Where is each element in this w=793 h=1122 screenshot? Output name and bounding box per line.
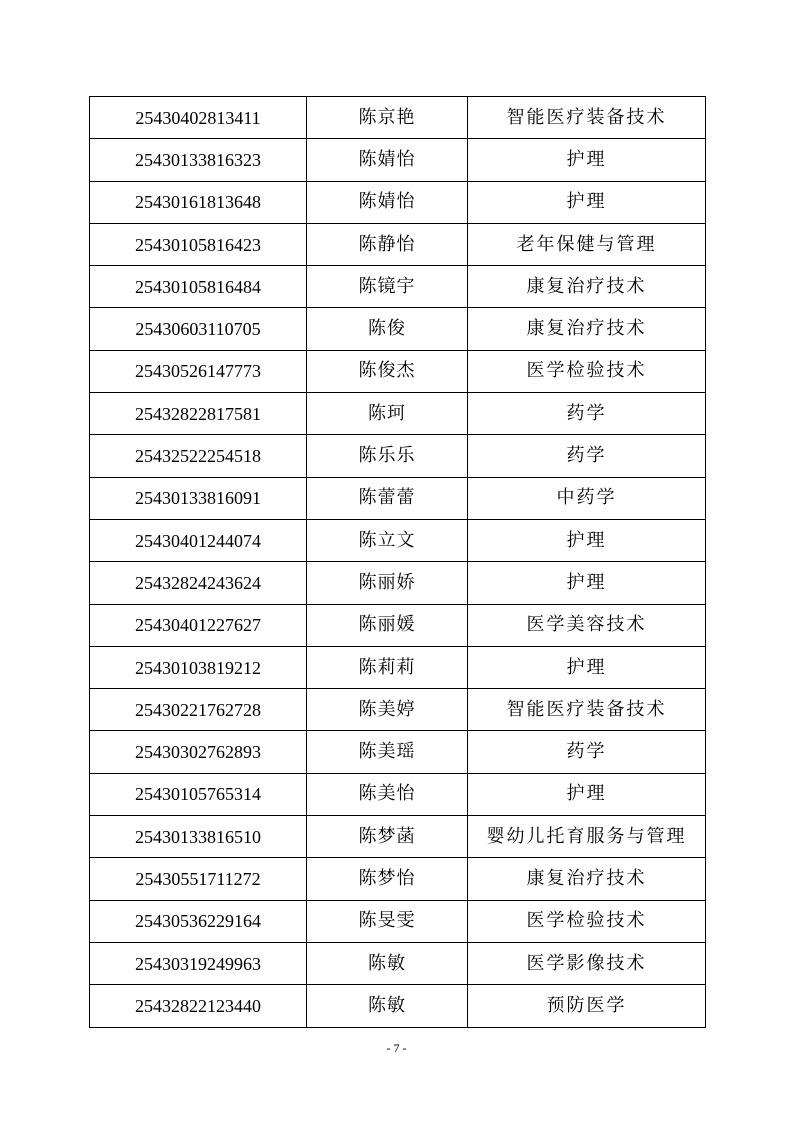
table-row xyxy=(90,139,706,181)
exam-number-cell: 25430133816510 xyxy=(90,816,307,858)
major-cell: 康复治疗技术 xyxy=(468,266,706,308)
roster-table-body xyxy=(90,97,706,1028)
table-row xyxy=(90,900,706,942)
student-name-cell: 陈旻雯 xyxy=(307,900,468,942)
student-name-cell: 陈京艳 xyxy=(307,97,468,139)
table-row xyxy=(90,985,706,1027)
major-cell: 护理 xyxy=(468,139,706,181)
exam-number-cell: 25430105765314 xyxy=(90,773,307,815)
table-row xyxy=(90,223,706,265)
major-cell: 预防医学 xyxy=(468,985,706,1027)
exam-number-cell: 25432822817581 xyxy=(90,393,307,435)
student-name-cell: 陈美怡 xyxy=(307,773,468,815)
student-name-cell: 陈立文 xyxy=(307,519,468,561)
table-row xyxy=(90,773,706,815)
exam-number-cell: 25430402813411 xyxy=(90,97,307,139)
exam-number-cell: 25430401227627 xyxy=(90,604,307,646)
exam-number-cell: 25430105816423 xyxy=(90,223,307,265)
student-name-cell: 陈蕾蕾 xyxy=(307,477,468,519)
major-cell: 康复治疗技术 xyxy=(468,308,706,350)
table-row xyxy=(90,816,706,858)
table-row xyxy=(90,562,706,604)
exam-number-cell: 25430133816091 xyxy=(90,477,307,519)
roster-table xyxy=(89,96,706,1028)
exam-number-cell: 25430133816323 xyxy=(90,139,307,181)
table-row xyxy=(90,435,706,477)
table-row xyxy=(90,97,706,139)
student-name-cell: 陈婧怡 xyxy=(307,181,468,223)
student-name-cell: 陈镜宇 xyxy=(307,266,468,308)
major-cell: 老年保健与管理 xyxy=(468,223,706,265)
student-name-cell: 陈俊 xyxy=(307,308,468,350)
table-row xyxy=(90,858,706,900)
exam-number-cell: 25430103819212 xyxy=(90,646,307,688)
exam-number-cell: 25430221762728 xyxy=(90,689,307,731)
major-cell: 护理 xyxy=(468,646,706,688)
student-name-cell: 陈丽媛 xyxy=(307,604,468,646)
exam-number-cell: 25430603110705 xyxy=(90,308,307,350)
student-name-cell: 陈乐乐 xyxy=(307,435,468,477)
major-cell: 护理 xyxy=(468,181,706,223)
major-cell: 医学检验技术 xyxy=(468,350,706,392)
table-row xyxy=(90,308,706,350)
exam-number-cell: 25432822123440 xyxy=(90,985,307,1027)
table-row xyxy=(90,689,706,731)
student-name-cell: 陈美婷 xyxy=(307,689,468,731)
major-cell: 婴幼儿托育服务与管理 xyxy=(468,816,706,858)
student-name-cell: 陈俊杰 xyxy=(307,350,468,392)
exam-number-cell: 25430526147773 xyxy=(90,350,307,392)
exam-number-cell: 25430161813648 xyxy=(90,181,307,223)
student-name-cell: 陈梦菡 xyxy=(307,816,468,858)
page-number: - 7 - xyxy=(386,1041,407,1055)
major-cell: 医学检验技术 xyxy=(468,900,706,942)
table-row xyxy=(90,181,706,223)
exam-number-cell: 25430401244074 xyxy=(90,519,307,561)
exam-number-cell: 25430105816484 xyxy=(90,266,307,308)
exam-number-cell: 25430536229164 xyxy=(90,900,307,942)
major-cell: 中药学 xyxy=(468,477,706,519)
table-row xyxy=(90,646,706,688)
major-cell: 智能医疗装备技术 xyxy=(468,689,706,731)
major-cell: 医学影像技术 xyxy=(468,942,706,984)
table-row xyxy=(90,731,706,773)
student-name-cell: 陈珂 xyxy=(307,393,468,435)
table-row xyxy=(90,519,706,561)
student-name-cell: 陈静怡 xyxy=(307,223,468,265)
table-row xyxy=(90,477,706,519)
student-name-cell: 陈敏 xyxy=(307,985,468,1027)
major-cell: 智能医疗装备技术 xyxy=(468,97,706,139)
table-row xyxy=(90,393,706,435)
exam-number-cell: 25430551711272 xyxy=(90,858,307,900)
major-cell: 护理 xyxy=(468,562,706,604)
exam-number-cell: 25430302762893 xyxy=(90,731,307,773)
table-row xyxy=(90,942,706,984)
major-cell: 药学 xyxy=(468,435,706,477)
student-name-cell: 陈丽娇 xyxy=(307,562,468,604)
table-row xyxy=(90,266,706,308)
student-name-cell: 陈婧怡 xyxy=(307,139,468,181)
major-cell: 护理 xyxy=(468,519,706,561)
exam-number-cell: 25432522254518 xyxy=(90,435,307,477)
exam-number-cell: 25432824243624 xyxy=(90,562,307,604)
student-name-cell: 陈梦怡 xyxy=(307,858,468,900)
major-cell: 护理 xyxy=(468,773,706,815)
student-name-cell: 陈敏 xyxy=(307,942,468,984)
major-cell: 药学 xyxy=(468,731,706,773)
major-cell: 康复治疗技术 xyxy=(468,858,706,900)
student-name-cell: 陈莉莉 xyxy=(307,646,468,688)
major-cell: 医学美容技术 xyxy=(468,604,706,646)
table-row xyxy=(90,350,706,392)
major-cell: 药学 xyxy=(468,393,706,435)
exam-number-cell: 25430319249963 xyxy=(90,942,307,984)
student-name-cell: 陈美瑶 xyxy=(307,731,468,773)
table-row xyxy=(90,604,706,646)
